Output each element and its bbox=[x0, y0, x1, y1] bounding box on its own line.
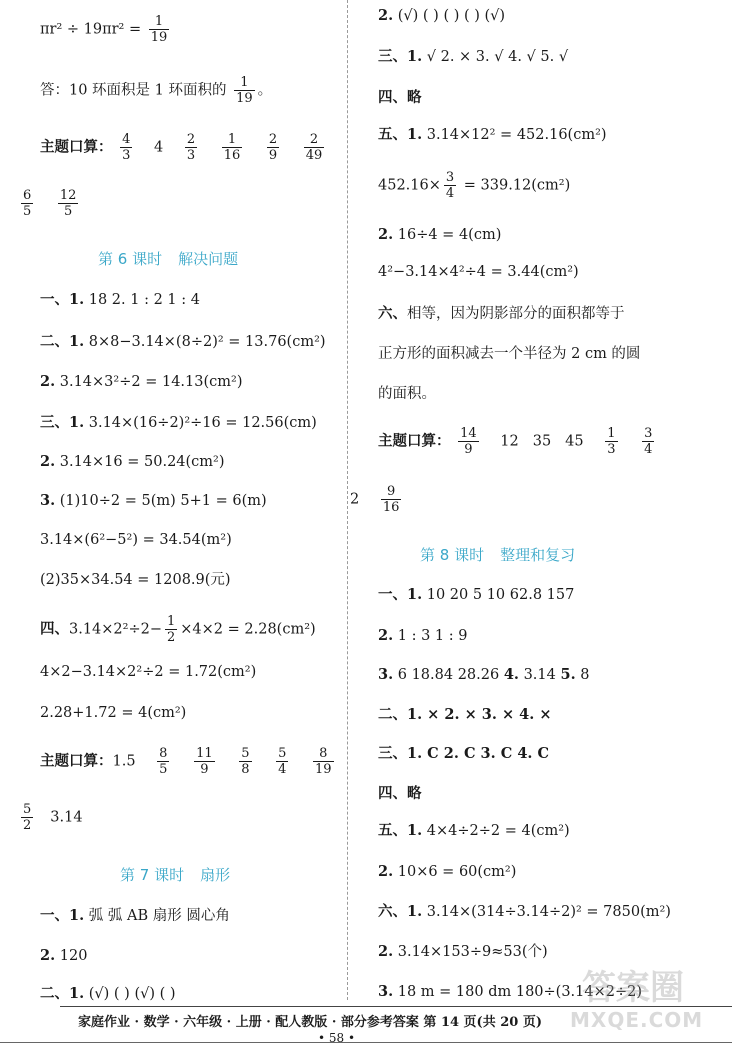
line: 三、1. C 2. C 3. C 4. C bbox=[378, 745, 550, 762]
fraction: $\frac{14}{9}$ bbox=[460, 426, 477, 457]
fraction: $\frac{5}{8}$ bbox=[241, 746, 250, 777]
fraction: $\frac{4}{3}$ bbox=[122, 132, 131, 163]
line: 452.16× $\frac{3}{4}$ = 339.12(cm²) bbox=[378, 170, 571, 201]
fraction: $\frac{11}{9}$ bbox=[196, 746, 213, 777]
line: 4×2−3.14×2²÷2 = 1.72(cm²) bbox=[40, 664, 257, 680]
fraction: $\frac{1}{16}$ bbox=[223, 132, 241, 163]
fraction: $\frac{12}{5}$ bbox=[59, 188, 77, 219]
line: 二、1. × 2. × 3. × 4. × bbox=[378, 706, 552, 723]
line: 四、略 bbox=[378, 785, 422, 802]
line: 五、1. 4×4÷2÷2 = 4(cm²) bbox=[378, 822, 570, 839]
line: 2. 3.14×16 = 50.24(cm²) bbox=[40, 453, 225, 470]
line-oral-calc-3: 主题口算： $\frac{14}{9}$ 12 35 45 $\frac{1}{3}$ $\frac{3}{4}$ bbox=[378, 426, 653, 457]
line: 2. 3.14×3²÷2 = 14.13(cm²) bbox=[40, 373, 243, 390]
line: 3. 18 m = 180 dm 180÷(3.14×2÷2) bbox=[378, 983, 643, 1000]
line: 4²−3.14×4²÷4 = 3.44(cm²) bbox=[378, 264, 579, 280]
line: 的面积。 bbox=[378, 386, 436, 402]
lesson-heading-7: 第 7 课时 扇形 bbox=[120, 866, 231, 884]
footer-text: 家庭作业 · 数学 · 六年级 · 上册 · 配人教版 · 部分参考答案 第 14 页(共 20 页) bbox=[78, 1015, 543, 1030]
line-oral-calc-1: 主题口算： $\frac{4}{3}$ 4 $\frac{2}{3}$ $\frac{1}{16}$ $\frac{2}{9}$ $\frac{2}{49}$ bbox=[40, 132, 323, 163]
page-number: • 58 • bbox=[318, 1031, 356, 1045]
line: 2. 16÷4 = 4(cm) bbox=[378, 226, 502, 243]
fraction: $\frac{1}{19}$ bbox=[150, 14, 168, 45]
line: 3.14×(6²−5²) = 34.54(m²) bbox=[40, 532, 232, 548]
line: 四、3.14×2²÷2− $\frac{1}{2}$ ×4×2 = 2.28(cm²) bbox=[40, 614, 316, 645]
line: 2. 3.14×153÷9≈53(个) bbox=[378, 943, 548, 960]
watermark-logo: 答案圈 MXQE.COM bbox=[570, 968, 704, 1032]
line-oral-calc-1-cont bbox=[18, 188, 81, 219]
lesson-heading-8: 第 8 课时 整理和复习 bbox=[420, 546, 576, 564]
line: 三、1. √ 2. × 3. √ 4. √ 5. √ bbox=[378, 48, 569, 65]
fraction: $\frac{1}{3}$ bbox=[607, 426, 616, 457]
fraction: $\frac{3}{4}$ bbox=[644, 426, 653, 457]
line-oral-calc-2: 主题口算：1.5 $\frac{8}{5}$ $\frac{11}{9}$ $\frac{5}{8}$ $\frac{5}{4}$ $\frac{8}{19}$ bbox=[40, 746, 332, 777]
line: 一、1. 10 20 5 10 62.8 157 bbox=[378, 586, 575, 603]
line: 正方形的面积减去一个半径为 2 cm 的圆 bbox=[378, 346, 641, 362]
line: 一、1. 弧 弧 AB 扇形 圆心角 bbox=[40, 907, 230, 924]
line: 2. 1 : 3 1 : 9 bbox=[378, 627, 468, 644]
fraction: $\frac{2}{9}$ bbox=[268, 132, 278, 163]
line: 六、相等，因为阴影部分的面积都等于 bbox=[378, 305, 625, 322]
line: 二、1. (√) ( ) (√) ( ) bbox=[40, 985, 176, 1002]
fraction: $\frac{1}{2}$ bbox=[167, 614, 176, 645]
line-oral-calc-2-cont: $\frac{5}{2}$ 3.14 bbox=[23, 802, 83, 833]
line: 四、略 bbox=[378, 89, 422, 106]
fraction: $\frac{8}{5}$ bbox=[159, 746, 168, 777]
line-area-ratio: πr² ÷ 19πr² = $\frac{1}{19}$ bbox=[40, 14, 168, 45]
lesson-heading-6: 第 6 课时 解决问题 bbox=[98, 250, 239, 268]
footer-rule-bottom bbox=[0, 1042, 732, 1043]
line-oral-calc-3-cont: 2 $\frac{9}{16}$ bbox=[350, 484, 400, 515]
fraction: $\frac{2}{3}$ bbox=[186, 132, 196, 163]
fraction: $\frac{6}{5}$ bbox=[23, 188, 32, 219]
line: (2)35×34.54 = 1208.9(元) bbox=[40, 572, 231, 588]
column-divider bbox=[347, 0, 348, 1000]
line: 3. (1)10÷2 = 5(m) 5+1 = 6(m) bbox=[40, 492, 267, 509]
fraction: $\frac{5}{2}$ bbox=[23, 802, 32, 833]
line: 一、1. 18 2. 1 : 2 1 : 4 bbox=[40, 291, 200, 308]
line: 3. 6 18.84 28.26 4. 3.14 5. 8 bbox=[378, 666, 590, 683]
line: 2.28+1.72 = 4(cm²) bbox=[40, 705, 187, 721]
fraction: $\frac{3}{4}$ bbox=[445, 170, 455, 201]
line: 五、1. 3.14×12² = 452.16(cm²) bbox=[378, 126, 607, 143]
line: 2. (√) ( ) ( ) ( ) (√) bbox=[378, 7, 506, 24]
line: 2. 120 bbox=[40, 947, 88, 964]
fraction: $\frac{1}{19}$ bbox=[236, 75, 253, 106]
line: 六、1. 3.14×(314÷3.14÷2)² = 7850(m²) bbox=[378, 903, 671, 920]
fraction: $\frac{5}{4}$ bbox=[278, 746, 287, 777]
fraction: $\frac{2}{49}$ bbox=[305, 132, 323, 163]
line: 三、1. 3.14×(16÷2)²÷16 = 12.56(cm) bbox=[40, 414, 317, 431]
line: 二、1. 8×8−3.14×(8÷2)² = 13.76(cm²) bbox=[40, 333, 326, 350]
fraction: $\frac{9}{16}$ bbox=[382, 484, 400, 515]
line: 2. 10×6 = 60(cm²) bbox=[378, 863, 517, 880]
fraction: $\frac{8}{19}$ bbox=[315, 746, 332, 777]
line-answer: 答：10 环面积是 1 环面积的 $\frac{1}{19}$ 。 bbox=[40, 75, 273, 106]
